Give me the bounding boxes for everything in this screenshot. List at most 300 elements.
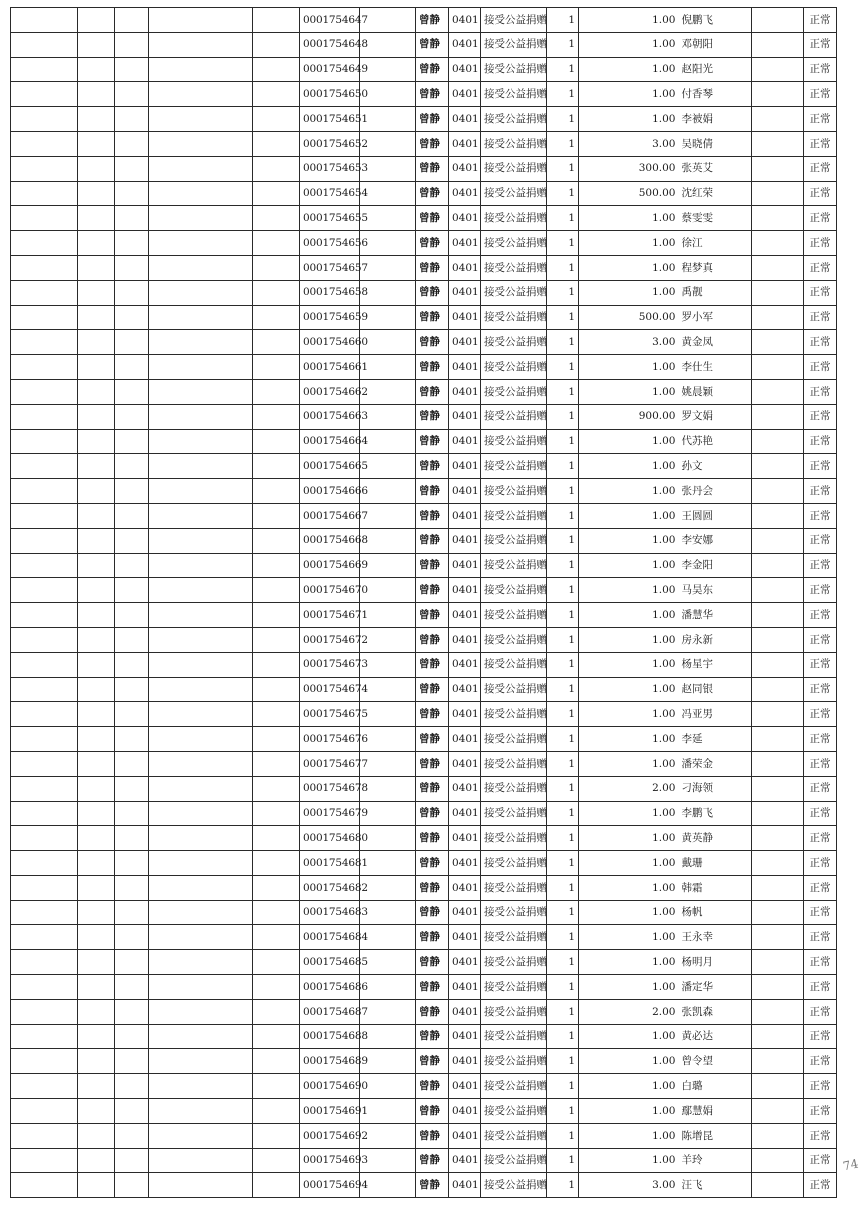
cell-blank	[115, 652, 149, 677]
table-row	[11, 8, 837, 33]
receipt-number: 0001754663	[300, 404, 360, 429]
cell-blank	[78, 429, 115, 454]
cell-blank	[11, 429, 78, 454]
amount: 2.00	[579, 776, 679, 801]
status: 正常	[804, 107, 837, 132]
cell-blank	[253, 206, 300, 231]
cell-blank	[360, 454, 416, 479]
cell-blank	[360, 379, 416, 404]
cell-blank	[360, 404, 416, 429]
business-code: 0401	[449, 1024, 481, 1049]
receipt-number: 0001754657	[300, 255, 360, 280]
cell-blank	[115, 751, 149, 776]
business-code: 0401	[449, 999, 481, 1024]
cell-blank	[253, 603, 300, 628]
cell-blank	[149, 82, 253, 107]
table-row	[11, 330, 837, 355]
cell-blank	[752, 925, 804, 950]
donor-name: 程梦真	[679, 255, 752, 280]
cell-blank	[115, 627, 149, 652]
cell-blank	[78, 727, 115, 752]
cell-blank	[11, 503, 78, 528]
business-code: 0401	[449, 479, 481, 504]
donor-name: 赵同银	[679, 677, 752, 702]
business-code: 0401	[449, 851, 481, 876]
cell-blank	[11, 578, 78, 603]
cell-blank	[360, 1099, 416, 1124]
cell-blank	[752, 900, 804, 925]
business-code: 0401	[449, 826, 481, 851]
quantity: 1	[547, 925, 579, 950]
donation-item: 接受公益捐赠	[481, 57, 547, 82]
operator: 曾静	[416, 355, 449, 380]
receipt-number: 0001754666	[300, 479, 360, 504]
cell-blank	[149, 107, 253, 132]
quantity: 1	[547, 975, 579, 1000]
cell-blank	[115, 8, 149, 33]
cell-blank	[360, 255, 416, 280]
cell-blank	[115, 206, 149, 231]
donor-name: 羊玲	[679, 1148, 752, 1173]
receipt-number: 0001754692	[300, 1123, 360, 1148]
cell-blank	[253, 875, 300, 900]
receipt-number: 0001754659	[300, 305, 360, 330]
cell-blank	[115, 875, 149, 900]
table-row	[11, 454, 837, 479]
receipt-number: 0001754686	[300, 975, 360, 1000]
quantity: 1	[547, 181, 579, 206]
cell-blank	[253, 652, 300, 677]
receipt-number: 0001754694	[300, 1173, 360, 1198]
cell-blank	[11, 702, 78, 727]
donor-name: 孙文	[679, 454, 752, 479]
status: 正常	[804, 1049, 837, 1074]
cell-blank	[360, 603, 416, 628]
quantity: 1	[547, 1173, 579, 1198]
operator: 曾静	[416, 330, 449, 355]
cell-blank	[149, 925, 253, 950]
status: 正常	[804, 1173, 837, 1198]
cell-blank	[752, 851, 804, 876]
cell-blank	[149, 1074, 253, 1099]
cell-blank	[115, 255, 149, 280]
status: 正常	[804, 1099, 837, 1124]
donor-name: 代苏艳	[679, 429, 752, 454]
cell-blank	[752, 627, 804, 652]
operator: 曾静	[416, 677, 449, 702]
table-row	[11, 404, 837, 429]
status: 正常	[804, 776, 837, 801]
cell-blank	[360, 131, 416, 156]
amount: 1.00	[579, 851, 679, 876]
cell-blank	[149, 454, 253, 479]
cell-blank	[253, 82, 300, 107]
cell-blank	[115, 429, 149, 454]
cell-blank	[78, 107, 115, 132]
donor-name: 房永新	[679, 627, 752, 652]
cell-blank	[11, 1148, 78, 1173]
cell-blank	[11, 82, 78, 107]
donation-item: 接受公益捐赠	[481, 925, 547, 950]
table-row	[11, 801, 837, 826]
donation-item: 接受公益捐赠	[481, 82, 547, 107]
cell-blank	[78, 404, 115, 429]
status: 正常	[804, 727, 837, 752]
quantity: 1	[547, 8, 579, 33]
business-code: 0401	[449, 156, 481, 181]
cell-blank	[11, 677, 78, 702]
table-row	[11, 603, 837, 628]
receipt-number: 0001754668	[300, 528, 360, 553]
cell-blank	[149, 429, 253, 454]
receipt-number: 0001754691	[300, 1099, 360, 1124]
quantity: 1	[547, 900, 579, 925]
cell-blank	[360, 702, 416, 727]
operator: 曾静	[416, 875, 449, 900]
cell-blank	[360, 355, 416, 380]
cell-blank	[149, 950, 253, 975]
cell-blank	[11, 131, 78, 156]
cell-blank	[78, 1074, 115, 1099]
cell-blank	[360, 1074, 416, 1099]
status: 正常	[804, 1074, 837, 1099]
table-row	[11, 1049, 837, 1074]
cell-blank	[253, 900, 300, 925]
cell-blank	[752, 950, 804, 975]
table-row	[11, 1173, 837, 1198]
operator: 曾静	[416, 702, 449, 727]
amount: 1.00	[579, 900, 679, 925]
cell-blank	[253, 255, 300, 280]
cell-blank	[149, 603, 253, 628]
cell-blank	[360, 206, 416, 231]
cell-blank	[752, 1099, 804, 1124]
business-code: 0401	[449, 751, 481, 776]
status: 正常	[804, 702, 837, 727]
cell-blank	[752, 231, 804, 256]
status: 正常	[804, 231, 837, 256]
receipt-number: 0001754670	[300, 578, 360, 603]
receipt-number: 0001754671	[300, 603, 360, 628]
cell-blank	[115, 107, 149, 132]
cell-blank	[115, 851, 149, 876]
cell-blank	[360, 1049, 416, 1074]
quantity: 1	[547, 206, 579, 231]
operator: 曾静	[416, 1123, 449, 1148]
cell-blank	[78, 82, 115, 107]
cell-blank	[115, 727, 149, 752]
status: 正常	[804, 652, 837, 677]
cell-blank	[752, 255, 804, 280]
cell-blank	[78, 181, 115, 206]
cell-blank	[78, 231, 115, 256]
cell-blank	[253, 1173, 300, 1198]
quantity: 1	[547, 652, 579, 677]
status: 正常	[804, 57, 837, 82]
cell-blank	[253, 355, 300, 380]
cell-blank	[360, 950, 416, 975]
cell-blank	[78, 156, 115, 181]
status: 正常	[804, 627, 837, 652]
cell-blank	[253, 1148, 300, 1173]
cell-blank	[253, 181, 300, 206]
table-row	[11, 702, 837, 727]
cell-blank	[149, 255, 253, 280]
receipt-number: 0001754674	[300, 677, 360, 702]
cell-blank	[253, 57, 300, 82]
cell-blank	[253, 702, 300, 727]
quantity: 1	[547, 454, 579, 479]
business-code: 0401	[449, 603, 481, 628]
cell-blank	[253, 1074, 300, 1099]
operator: 曾静	[416, 107, 449, 132]
status: 正常	[804, 801, 837, 826]
operator: 曾静	[416, 1173, 449, 1198]
cell-blank	[253, 330, 300, 355]
donation-item: 接受公益捐赠	[481, 1123, 547, 1148]
amount: 3.00	[579, 131, 679, 156]
cell-blank	[115, 1024, 149, 1049]
table-row	[11, 578, 837, 603]
cell-blank	[115, 801, 149, 826]
cell-blank	[115, 379, 149, 404]
operator: 曾静	[416, 1074, 449, 1099]
cell-blank	[115, 156, 149, 181]
cell-blank	[752, 379, 804, 404]
cell-blank	[752, 652, 804, 677]
cell-blank	[149, 999, 253, 1024]
cell-blank	[78, 305, 115, 330]
donor-name: 汪飞	[679, 1173, 752, 1198]
status: 正常	[804, 751, 837, 776]
quantity: 1	[547, 32, 579, 57]
cell-blank	[11, 231, 78, 256]
receipt-number: 0001754655	[300, 206, 360, 231]
cell-blank	[11, 776, 78, 801]
cell-blank	[253, 231, 300, 256]
cell-blank	[115, 702, 149, 727]
cell-blank	[149, 975, 253, 1000]
cell-blank	[115, 999, 149, 1024]
operator: 曾静	[416, 950, 449, 975]
cell-blank	[752, 131, 804, 156]
cell-blank	[115, 1148, 149, 1173]
cell-blank	[149, 355, 253, 380]
cell-blank	[149, 57, 253, 82]
table-row	[11, 1099, 837, 1124]
table-row	[11, 950, 837, 975]
quantity: 1	[547, 528, 579, 553]
donation-item: 接受公益捐赠	[481, 578, 547, 603]
cell-blank	[253, 751, 300, 776]
cell-blank	[149, 801, 253, 826]
status: 正常	[804, 305, 837, 330]
amount: 1.00	[579, 429, 679, 454]
quantity: 1	[547, 1024, 579, 1049]
cell-blank	[11, 603, 78, 628]
business-code: 0401	[449, 206, 481, 231]
amount: 1.00	[579, 57, 679, 82]
donor-name: 罗文娟	[679, 404, 752, 429]
amount: 1.00	[579, 32, 679, 57]
cell-blank	[78, 776, 115, 801]
receipt-number: 0001754690	[300, 1074, 360, 1099]
cell-blank	[752, 479, 804, 504]
business-code: 0401	[449, 1099, 481, 1124]
cell-blank	[149, 131, 253, 156]
cell-blank	[115, 1074, 149, 1099]
cell-blank	[149, 776, 253, 801]
business-code: 0401	[449, 900, 481, 925]
operator: 曾静	[416, 32, 449, 57]
cell-blank	[115, 330, 149, 355]
cell-blank	[115, 1123, 149, 1148]
operator: 曾静	[416, 305, 449, 330]
quantity: 1	[547, 776, 579, 801]
cell-blank	[78, 553, 115, 578]
cell-blank	[253, 578, 300, 603]
cell-blank	[78, 578, 115, 603]
cell-blank	[11, 280, 78, 305]
cell-blank	[752, 330, 804, 355]
status: 正常	[804, 82, 837, 107]
business-code: 0401	[449, 1148, 481, 1173]
cell-blank	[752, 875, 804, 900]
cell-blank	[360, 107, 416, 132]
table-row	[11, 875, 837, 900]
cell-blank	[11, 156, 78, 181]
status: 正常	[804, 181, 837, 206]
cell-blank	[149, 280, 253, 305]
amount: 3.00	[579, 330, 679, 355]
cell-blank	[115, 1049, 149, 1074]
quantity: 1	[547, 950, 579, 975]
quantity: 1	[547, 1074, 579, 1099]
donor-name: 李被娟	[679, 107, 752, 132]
cell-blank	[115, 1173, 149, 1198]
cell-blank	[752, 32, 804, 57]
cell-blank	[115, 826, 149, 851]
donor-name: 戴珊	[679, 851, 752, 876]
cell-blank	[360, 82, 416, 107]
donation-item: 接受公益捐赠	[481, 1099, 547, 1124]
status: 正常	[804, 528, 837, 553]
business-code: 0401	[449, 727, 481, 752]
status: 正常	[804, 875, 837, 900]
status: 正常	[804, 429, 837, 454]
cell-blank	[253, 553, 300, 578]
table-row	[11, 479, 837, 504]
cell-blank	[11, 627, 78, 652]
business-code: 0401	[449, 181, 481, 206]
donor-name: 王圆圆	[679, 503, 752, 528]
cell-blank	[78, 627, 115, 652]
receipt-number: 0001754673	[300, 652, 360, 677]
cell-blank	[115, 355, 149, 380]
operator: 曾静	[416, 454, 449, 479]
business-code: 0401	[449, 627, 481, 652]
cell-blank	[149, 231, 253, 256]
quantity: 1	[547, 305, 579, 330]
cell-blank	[149, 1123, 253, 1148]
receipt-number: 0001754664	[300, 429, 360, 454]
cell-blank	[752, 999, 804, 1024]
operator: 曾静	[416, 801, 449, 826]
cell-blank	[752, 1049, 804, 1074]
cell-blank	[752, 8, 804, 33]
receipt-number: 0001754652	[300, 131, 360, 156]
cell-blank	[78, 851, 115, 876]
cell-blank	[752, 677, 804, 702]
receipt-number: 0001754651	[300, 107, 360, 132]
cell-blank	[78, 603, 115, 628]
donation-item: 接受公益捐赠	[481, 355, 547, 380]
amount: 1.00	[579, 751, 679, 776]
cell-blank	[11, 379, 78, 404]
donor-name: 韩霜	[679, 875, 752, 900]
cell-blank	[11, 1099, 78, 1124]
cell-blank	[115, 503, 149, 528]
cell-blank	[253, 851, 300, 876]
business-code: 0401	[449, 454, 481, 479]
quantity: 1	[547, 255, 579, 280]
amount: 500.00	[579, 181, 679, 206]
table-row	[11, 751, 837, 776]
cell-blank	[115, 925, 149, 950]
donation-item: 接受公益捐赠	[481, 330, 547, 355]
table-row	[11, 32, 837, 57]
cell-blank	[11, 900, 78, 925]
operator: 曾静	[416, 851, 449, 876]
cell-blank	[752, 454, 804, 479]
donation-item: 接受公益捐赠	[481, 900, 547, 925]
business-code: 0401	[449, 330, 481, 355]
cell-blank	[78, 925, 115, 950]
cell-blank	[11, 404, 78, 429]
receipt-number: 0001754675	[300, 702, 360, 727]
status: 正常	[804, 925, 837, 950]
operator: 曾静	[416, 1024, 449, 1049]
donor-name: 杨帆	[679, 900, 752, 925]
donation-item: 接受公益捐赠	[481, 603, 547, 628]
receipt-number: 0001754667	[300, 503, 360, 528]
cell-blank	[78, 702, 115, 727]
cell-blank	[78, 1173, 115, 1198]
business-code: 0401	[449, 578, 481, 603]
cell-blank	[11, 925, 78, 950]
donation-item: 接受公益捐赠	[481, 305, 547, 330]
receipt-number: 0001754654	[300, 181, 360, 206]
cell-blank	[360, 578, 416, 603]
table-row	[11, 925, 837, 950]
receipt-number: 0001754672	[300, 627, 360, 652]
donor-name: 曾令望	[679, 1049, 752, 1074]
amount: 1.00	[579, 1074, 679, 1099]
cell-blank	[11, 826, 78, 851]
cell-blank	[149, 8, 253, 33]
receipt-number: 0001754679	[300, 801, 360, 826]
cell-blank	[253, 429, 300, 454]
quantity: 1	[547, 355, 579, 380]
quantity: 1	[547, 379, 579, 404]
amount: 1.00	[579, 1123, 679, 1148]
cell-blank	[360, 900, 416, 925]
cell-blank	[253, 479, 300, 504]
cell-blank	[11, 305, 78, 330]
quantity: 1	[547, 404, 579, 429]
business-code: 0401	[449, 925, 481, 950]
cell-blank	[11, 8, 78, 33]
